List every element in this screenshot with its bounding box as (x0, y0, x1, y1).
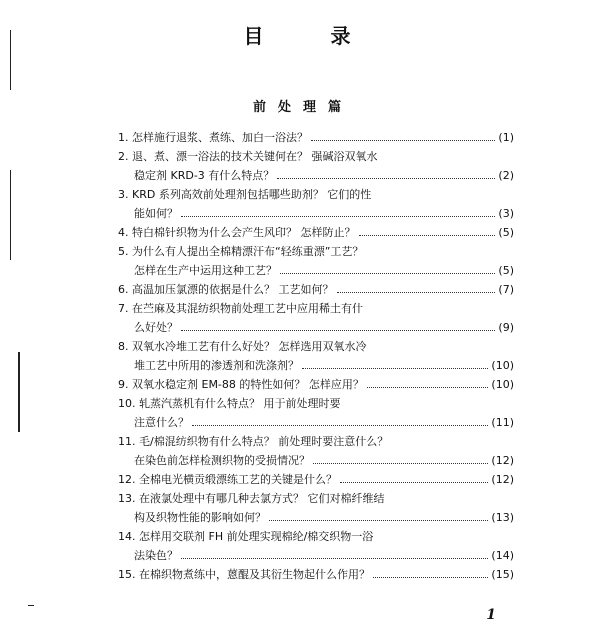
scan-mark (28, 605, 34, 606)
toc-entry[interactable] (118, 527, 514, 565)
leader-dots (337, 292, 496, 293)
toc-entry-text: 构及织物性能的影响如何？ (134, 511, 266, 524)
toc-entry-line (118, 546, 514, 565)
toc-entry[interactable] (118, 565, 514, 584)
table-of-contents (118, 128, 514, 584)
toc-page-ref: (2) (498, 169, 514, 182)
toc-entry-line (118, 280, 514, 299)
toc-entry-line (118, 375, 514, 394)
toc-entry-text: 4. 特白棉针织物为什么会产生风印？ 怎样防止？ (118, 226, 356, 239)
toc-entry-line (118, 318, 514, 337)
leader-dots (181, 558, 488, 559)
toc-entry-text: 1. 怎样施行退浆、煮练、加白一浴法？ (118, 131, 308, 144)
toc-entry[interactable] (118, 147, 514, 185)
toc-entry-text: 法染色？ (134, 549, 178, 562)
toc-entry-line (118, 565, 514, 584)
toc-page-ref: (13) (491, 511, 514, 524)
toc-entry[interactable] (118, 299, 514, 337)
leader-dots (311, 140, 495, 141)
toc-entry-text: 能如何？ (134, 207, 178, 220)
toc-entry-text: 6. 高温加压氯漂的依据是什么？ 工艺如何？ (118, 283, 334, 296)
toc-entry-text: 5. 为什么有人提出全棉精漂汗布“轻练重漂”工艺？ (118, 245, 364, 258)
toc-entry-line (118, 356, 514, 375)
leader-dots (277, 178, 495, 179)
toc-page-ref: (10) (491, 378, 514, 391)
toc-entry-line (118, 394, 514, 413)
toc-entry-line (118, 489, 514, 508)
toc-entry-text: 8. 双氧水冷堆工艺有什么好处？ 怎样选用双氧水冷 (118, 340, 367, 353)
toc-entry-text: 怎样在生产中运用这种工艺？ (134, 264, 277, 277)
toc-entry-text: 10. 轧蒸汽蒸机有什么特点？ 用于前处理时要 (118, 397, 341, 410)
toc-entry[interactable] (118, 394, 514, 432)
toc-entry-line (118, 166, 514, 185)
toc-page-ref: (9) (498, 321, 514, 334)
toc-page-ref: (15) (491, 568, 514, 581)
toc-entry-text: 11. 毛/棉混纺织物有什么特点？ 前处理时要注意什么？ (118, 435, 389, 448)
toc-entry-text: 么好处？ (134, 321, 178, 334)
toc-entry-line (118, 508, 514, 527)
toc-entry[interactable] (118, 375, 514, 394)
toc-entry[interactable] (118, 337, 514, 375)
leader-dots (302, 368, 488, 369)
leader-dots (181, 216, 495, 217)
toc-entry-text: 2. 退、煮、漂一浴法的技术关键何在？ 强碱浴双氧水 (118, 150, 378, 163)
leader-dots (269, 520, 488, 521)
toc-entry-line (118, 242, 514, 261)
toc-entry-line (118, 128, 514, 147)
leader-dots (280, 273, 495, 274)
toc-entry[interactable] (118, 432, 514, 470)
scan-mark (10, 170, 11, 260)
toc-entry[interactable] (118, 242, 514, 280)
toc-page-ref: (5) (498, 264, 514, 277)
toc-entry-line (118, 337, 514, 356)
leader-dots (373, 577, 488, 578)
toc-entry-line (118, 261, 514, 280)
toc-entry-text: 稳定剂 KRD-3 有什么特点？ (134, 169, 275, 182)
toc-page-ref: (7) (498, 283, 514, 296)
toc-entry-text: 在染色前怎样检测织物的受损情况？ (134, 454, 310, 467)
leader-dots (313, 463, 488, 464)
toc-entry[interactable] (118, 223, 514, 242)
toc-entry-text: 注意什么？ (134, 416, 189, 429)
toc-entry-text: 12. 全棉电光横贡缎漂练工艺的关键是什么？ (118, 473, 337, 486)
leader-dots (181, 330, 495, 331)
toc-entry-line (118, 432, 514, 451)
toc-page-ref: (3) (498, 207, 514, 220)
page-number: 1 (486, 607, 496, 623)
toc-entry-line (118, 451, 514, 470)
toc-entry-text: 3. KRD 系列高效前处理剂包括哪些助剂？ 它们的性 (118, 188, 372, 201)
toc-entry-line (118, 185, 514, 204)
toc-entry-text: 15. 在棉织物煮练中，蒽醌及其衍生物起什么作用？ (118, 568, 370, 581)
toc-entry-text: 14. 怎样用交联剂 FH 前处理实现棉纶/棉交织物一浴 (118, 530, 374, 543)
leader-dots (367, 387, 489, 388)
toc-entry-line (118, 470, 514, 489)
toc-entry[interactable] (118, 128, 514, 147)
toc-page-ref: (12) (491, 473, 514, 486)
toc-entry-line (118, 527, 514, 546)
page-title: 目 录 (243, 24, 381, 48)
toc-page-ref: (5) (498, 226, 514, 239)
toc-entry-line (118, 299, 514, 318)
toc-entry-text: 堆工艺中所用的渗透剂和洗涤剂？ (134, 359, 299, 372)
toc-entry[interactable] (118, 185, 514, 223)
toc-entry-text: 7. 在苎麻及其混纺织物前处理工艺中应用稀土有什 (118, 302, 363, 315)
toc-page-ref: (11) (491, 416, 514, 429)
toc-entry-text: 13. 在液氯处理中有哪几种去氯方式？ 它们对棉纤维结 (118, 492, 385, 505)
section-heading: 前处理篇 (252, 100, 353, 115)
toc-page-ref: (14) (491, 549, 514, 562)
leader-dots (192, 425, 488, 426)
toc-page-ref: (1) (498, 131, 514, 144)
toc-entry[interactable] (118, 470, 514, 489)
toc-page-ref: (12) (491, 454, 514, 467)
leader-dots (340, 482, 488, 483)
toc-page-ref: (10) (491, 359, 514, 372)
toc-entry[interactable] (118, 489, 514, 527)
toc-entry[interactable] (118, 280, 514, 299)
toc-entry-line (118, 147, 514, 166)
leader-dots (359, 235, 496, 236)
scan-mark (18, 352, 20, 432)
toc-entry-line (118, 223, 514, 242)
toc-entry-line (118, 413, 514, 432)
toc-entry-line (118, 204, 514, 223)
toc-entry-text: 9. 双氧水稳定剂 EM-88 的特性如何？ 怎样应用？ (118, 378, 364, 391)
